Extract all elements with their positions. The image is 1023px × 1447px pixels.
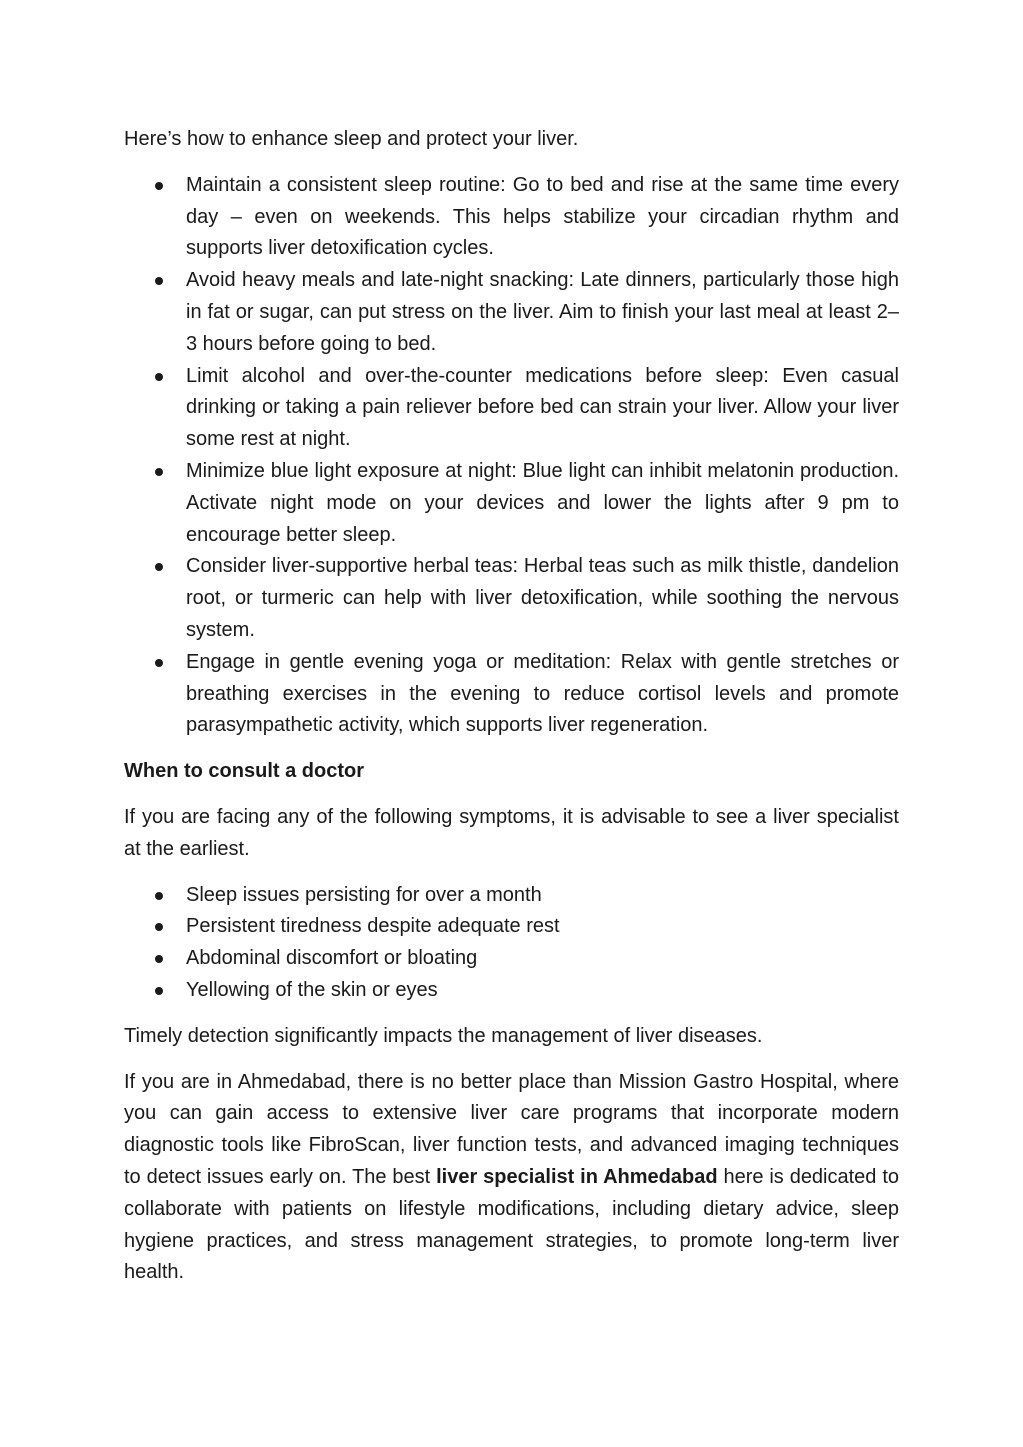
list-item	[124, 456, 899, 551]
list-item	[124, 361, 899, 456]
list-item-text: Maintain a consistent sleep routine: Go to bed and rise at the same time every day – even on weekends. This helps stabilize your circadian rhythm and supports liver detoxification cycles.	[186, 173, 899, 260]
list-item	[124, 551, 899, 646]
list-item-text: Engage in gentle evening yoga or meditation: Relax with gentle stretches or breathing exercises in the evening to reduce cortisol levels and promote parasympathetic activity, which supports liver regeneration.	[186, 650, 899, 737]
consult-heading: When to consult a doctor	[124, 760, 364, 783]
list-item	[124, 170, 899, 265]
list-item	[124, 647, 899, 742]
bullet-icon	[155, 563, 163, 571]
document-page	[124, 124, 899, 1289]
list-item	[124, 880, 899, 912]
list-item-text: Limit alcohol and over-the-counter medications before sleep: Even casual drinking or taking a pain reliever before bed can strain your liver. Allow your liver some rest at night.	[186, 364, 899, 451]
list-item	[124, 265, 899, 360]
bullet-icon	[155, 892, 163, 900]
list-item-text: Persistent tiredness despite adequate rest	[186, 915, 560, 938]
bullet-icon	[155, 923, 163, 931]
list-item-text: Consider liver-supportive herbal teas: Herbal teas such as milk thistle, dandelion root, or turmeric can help with liver detoxification, while soothing the nervous system.	[186, 555, 899, 641]
list-item-text: Sleep issues persisting for over a month	[186, 883, 542, 906]
bullet-icon	[155, 373, 163, 381]
list-item	[124, 943, 899, 975]
list-item-text: Avoid heavy meals and late-night snacking: Late dinners, particularly those high in fat or sugar, can put stress on the liver. Aim to finish your last meal at least 2–3 hours before going to bed.	[186, 269, 899, 355]
bullet-icon	[155, 659, 163, 667]
consult-intro-paragraph: If you are facing any of the following symptoms, it is advisable to see a liver specialist at the earliest.	[124, 805, 899, 860]
list-item	[124, 911, 899, 943]
bullet-icon	[155, 182, 163, 190]
closing-paragraph	[124, 1067, 899, 1290]
closing-text-before: If you are in Ahmedabad, there is no better place than Mission Gastro Hospital, where you can gain access to extensive liver care programs that incorporate modern diagnostic tools like FibroScan, liver function tests, and advanced imaging techniques to detect issues early on. The best	[124, 1070, 899, 1188]
sleep-tips-list	[124, 170, 899, 742]
closing-bold-text: liver specialist in Ahmedabad	[436, 1165, 718, 1188]
symptoms-list	[124, 880, 899, 1007]
list-item-text: Abdominal discomfort or bloating	[186, 947, 478, 970]
list-item	[124, 975, 899, 1007]
bullet-icon	[155, 987, 163, 995]
bullet-icon	[155, 468, 163, 476]
closing-text-after: here is dedicated to collaborate with patients on lifestyle modifications, including dietary advice, sleep hygiene practices, and stress management strategies, to promote long-term liver health.	[124, 1165, 899, 1284]
bullet-icon	[155, 277, 163, 285]
list-item-text: Yellowing of the skin or eyes	[186, 978, 438, 1001]
bullet-icon	[155, 955, 163, 963]
intro-paragraph: Here’s how to enhance sleep and protect your liver.	[124, 128, 579, 150]
detection-paragraph: Timely detection significantly impacts the management of liver diseases.	[124, 1024, 763, 1047]
list-item-text: Minimize blue light exposure at night: Blue light can inhibit melatonin production. Activate night mode on your devices and lower the lights after 9 pm to encourage better sleep.	[186, 459, 899, 546]
